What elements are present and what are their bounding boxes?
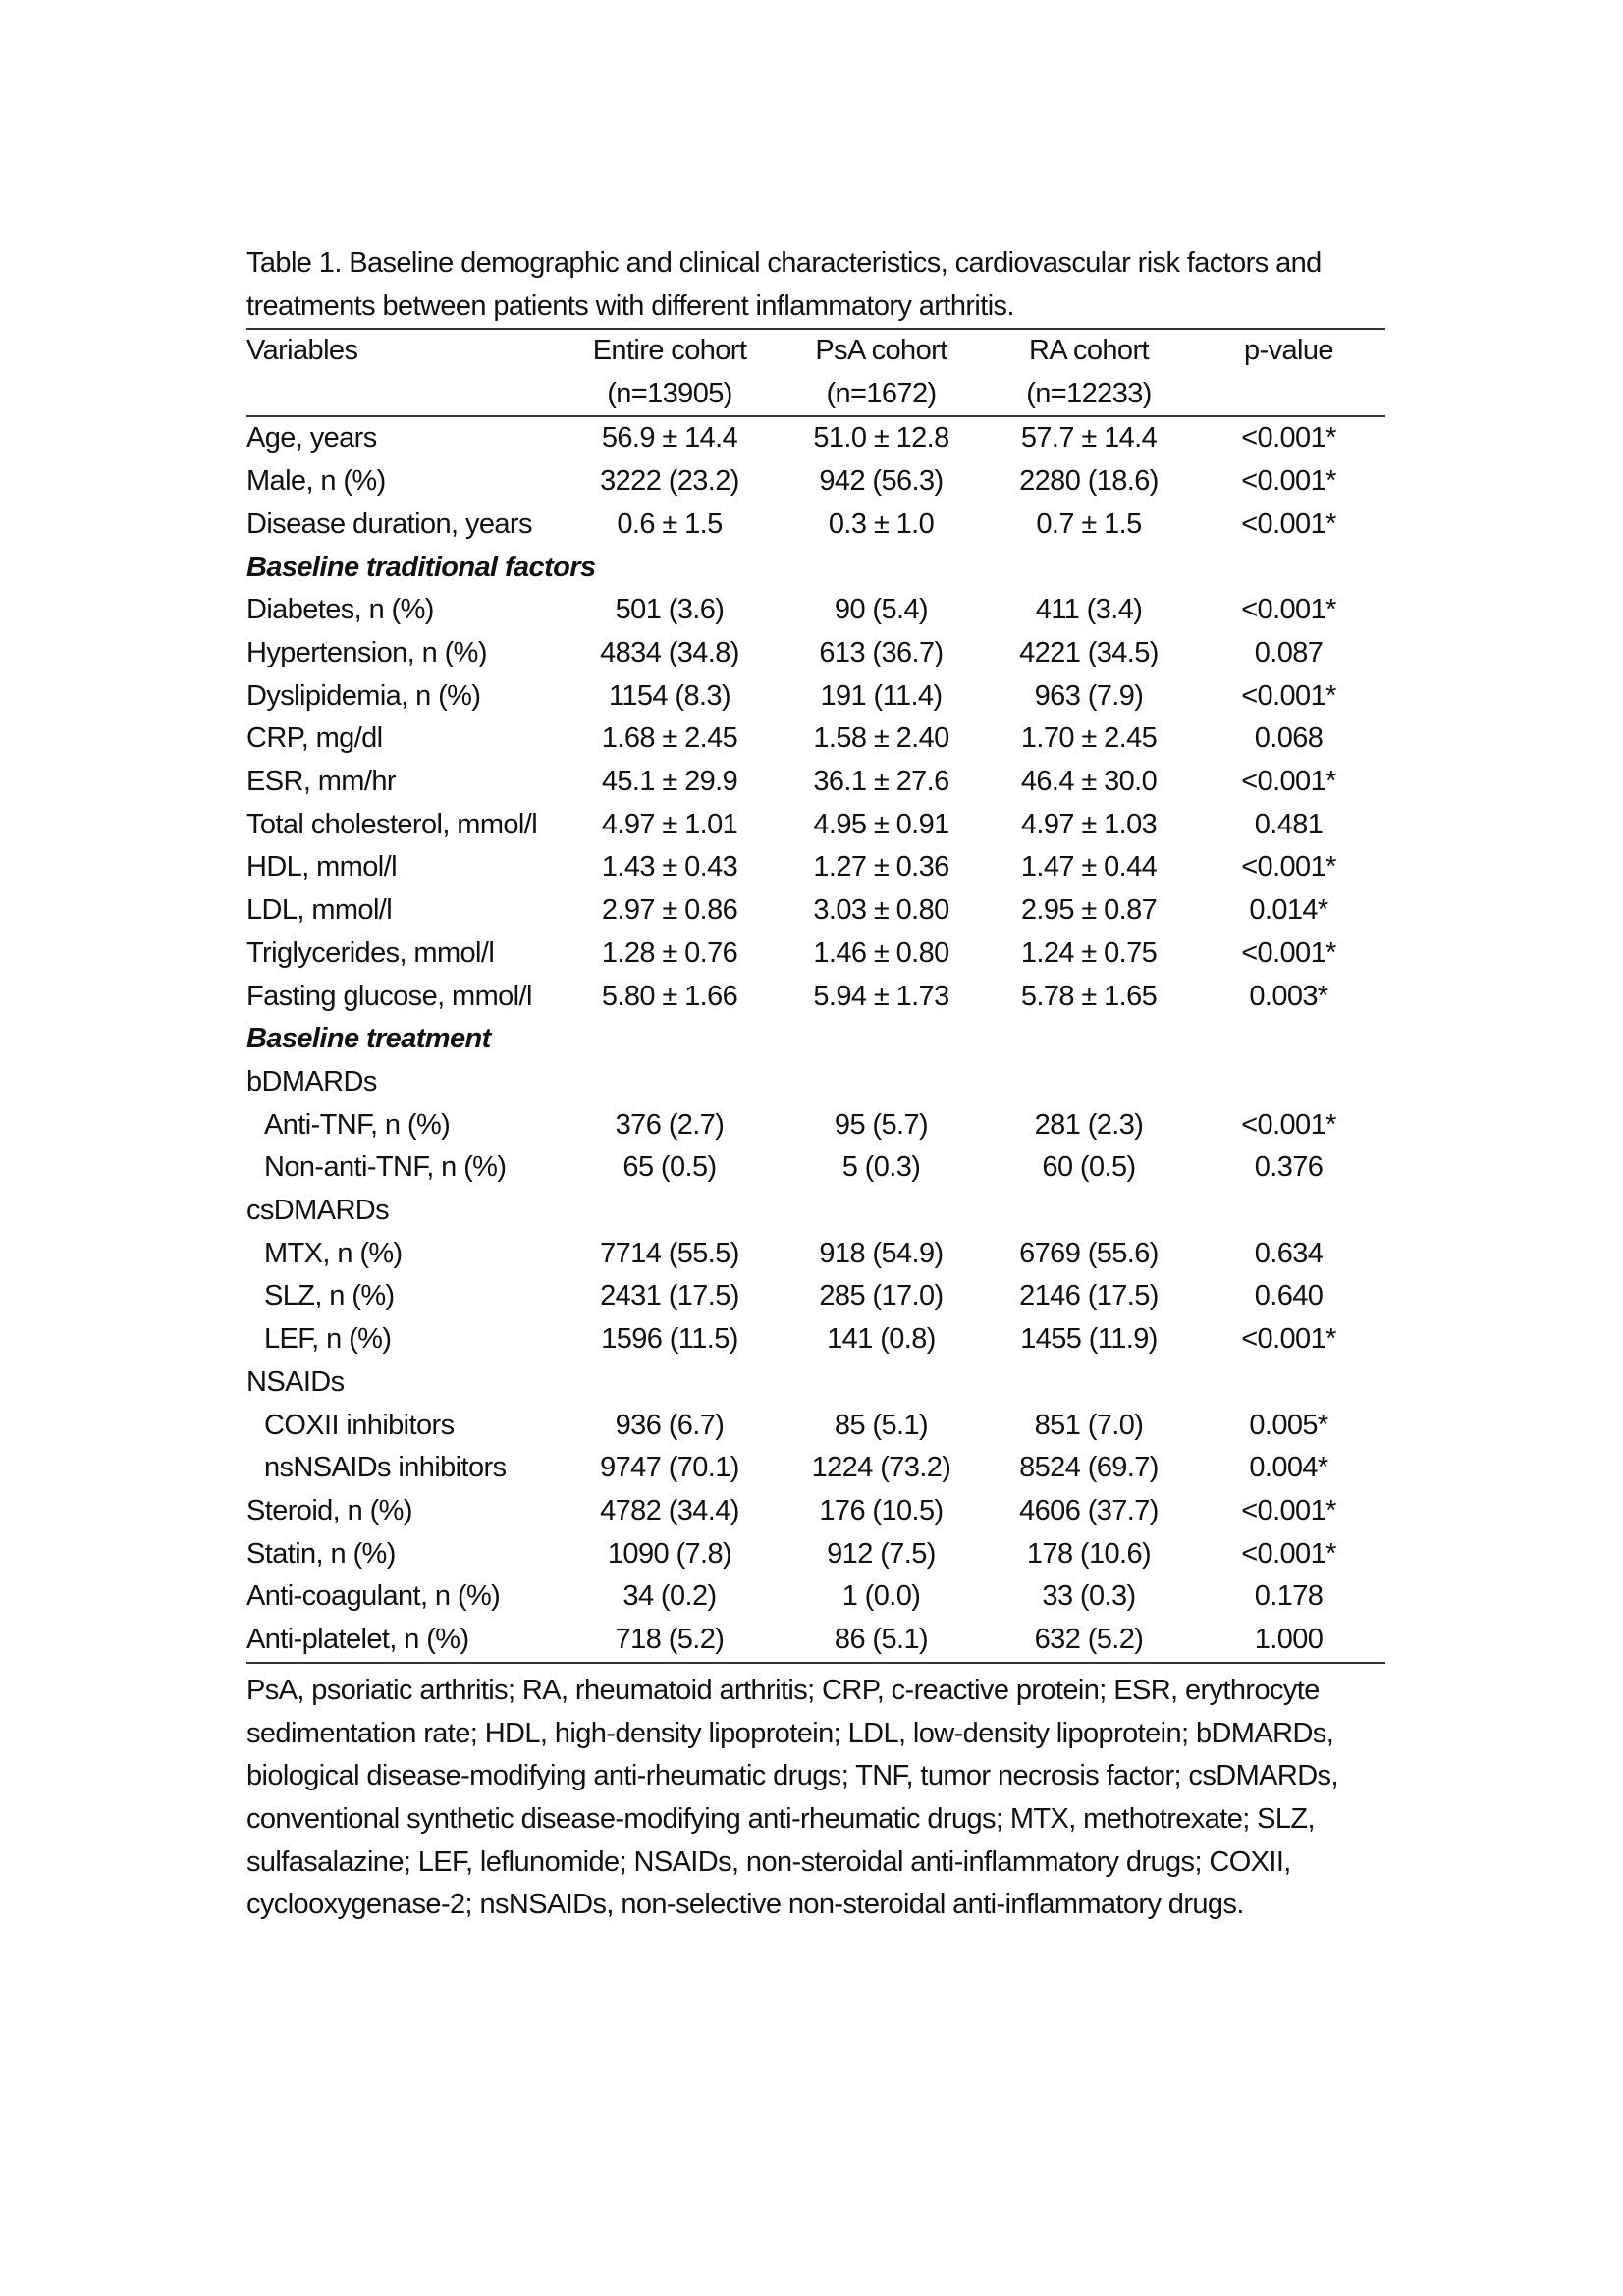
cell-entire-cohort: 34 (0.2) [622,1580,717,1613]
cell-p-value: 0.481 [1254,808,1324,840]
cell-psa-cohort: 0.3 ± 1.0 [828,507,935,540]
row-label: Baseline traditional factors [246,551,596,583]
cell-entire-cohort: 5.80 ± 1.66 [601,980,738,1012]
group-header-row [246,1190,1385,1233]
table-row [246,1405,1385,1448]
cell-p-value: <0.001* [1241,465,1336,498]
table-row [246,1490,1385,1533]
header-entire-n: (n=13905) [607,377,732,409]
table-row [246,889,1385,933]
cell-entire-cohort: 4834 (34.8) [600,636,739,668]
table-row [246,1318,1385,1362]
cell-entire-cohort: 0.6 ± 1.5 [617,507,723,540]
table-row [246,1575,1385,1619]
section-header-row [246,1018,1385,1061]
cell-entire-cohort: 45.1 ± 29.9 [601,766,738,798]
cell-psa-cohort: 85 (5.1) [834,1409,929,1441]
table-row [246,675,1385,719]
header-p-value [1192,330,1385,416]
cell-ra-cohort: 4.97 ± 1.03 [1020,808,1158,840]
cell-psa-cohort: 3.03 ± 0.80 [813,894,949,927]
cell-psa-cohort: 5 (0.3) [841,1151,921,1184]
table-caption: Table 1. Baseline demographic and clinical characteristics, cardiovascular risk factors and treatments between patients with different inflammatory arthritis. [246,247,1322,322]
table-row [246,804,1385,847]
table-row [246,1147,1385,1190]
row-label: Total cholesterol, mmol/l [246,808,538,840]
table-row [246,1619,1385,1662]
header-psa-cohort [777,330,986,416]
cell-p-value: 0.014* [1249,894,1328,927]
cell-p-value: <0.001* [1241,1108,1336,1141]
table-row [246,589,1385,632]
cell-psa-cohort: 141 (0.8) [827,1323,936,1356]
row-label: SLZ, n (%) [264,1280,395,1312]
baseline-characteristics-table [246,330,1385,1662]
table-row [246,504,1385,547]
cell-entire-cohort: 1.28 ± 0.76 [601,936,738,969]
row-label: Steroid, n (%) [246,1494,412,1526]
row-label: Anti-TNF, n (%) [264,1108,451,1141]
table-row [246,718,1385,761]
cell-psa-cohort: 1.58 ± 2.40 [813,722,949,755]
cell-ra-cohort: 963 (7.9) [1034,679,1144,712]
group-header-row [246,1061,1385,1104]
cell-psa-cohort: 36.1 ± 27.6 [813,766,949,798]
cell-entire-cohort: 4.97 ± 1.01 [601,808,738,840]
cell-p-value: <0.001* [1241,851,1336,883]
cell-ra-cohort: 2.95 ± 0.87 [1020,894,1158,927]
cell-psa-cohort: 5.94 ± 1.73 [813,980,949,1012]
cell-psa-cohort: 95 (5.7) [834,1108,929,1141]
row-label: Disease duration, years [246,507,532,540]
cell-ra-cohort: 2146 (17.5) [1019,1280,1159,1312]
header-ra-n: (n=12233) [1026,377,1152,409]
header-row [246,330,1385,416]
cell-psa-cohort: 912 (7.5) [827,1537,936,1570]
table-footnote: PsA, psoriatic arthritis; RA, rheumatoid arthritis; CRP, c-reactive protein; ESR, erythrocyte sedimentation rate; HDL, high-density lipoprotein; LDL, low-density lipoprotein; bDMARDs, biological disease-modifying anti-rheumatic drugs; TNF, tumor necrosis factor; csDMARDs, conventional synthetic disease-modifying anti-rheumatic drugs; MTX, methotrexate; SLZ, sulfasalazine; LEF, leflunomide; NSAIDs, non-steroidal anti-inflammatory drugs; COXII, cyclooxygenase-2; nsNSAIDs, non-selective non-steroidal anti-inflammatory drugs. [246,1674,1338,1921]
row-label: Statin, n (%) [246,1537,396,1570]
cell-entire-cohort: 1596 (11.5) [601,1323,738,1356]
cell-ra-cohort: 5.78 ± 1.65 [1020,980,1158,1012]
cell-ra-cohort: 851 (7.0) [1034,1409,1144,1441]
cell-psa-cohort: 613 (36.7) [819,636,944,668]
cell-p-value: 0.005* [1249,1409,1328,1441]
cell-entire-cohort: 2431 (17.5) [600,1280,739,1312]
cell-p-value: <0.001* [1241,594,1336,626]
header-entire-label: Entire cohort [592,335,747,366]
cell-entire-cohort: 936 (6.7) [615,1409,725,1441]
cell-ra-cohort: 46.4 ± 30.0 [1020,766,1158,798]
cell-p-value: <0.001* [1241,422,1336,454]
cell-entire-cohort: 7714 (55.5) [600,1237,739,1269]
header-psa-label: PsA cohort [815,335,947,366]
cell-p-value: 0.004* [1249,1452,1328,1484]
table-header [246,330,1385,416]
cell-entire-cohort: 9747 (70.1) [600,1452,739,1484]
cell-psa-cohort: 1 (0.0) [841,1580,921,1613]
header-p-label: p-value [1244,335,1333,366]
row-label: Triglycerides, mmol/l [246,936,495,969]
cell-entire-cohort: 1.68 ± 2.45 [601,722,738,755]
table-row [246,1275,1385,1318]
row-label: Age, years [246,422,377,454]
cell-psa-cohort: 176 (10.5) [819,1494,944,1526]
row-label: LEF, n (%) [264,1323,392,1356]
cell-p-value: 0.178 [1254,1580,1324,1613]
cell-entire-cohort: 1154 (8.3) [608,679,731,712]
cell-entire-cohort: 1090 (7.8) [607,1537,732,1570]
cell-ra-cohort: 281 (2.3) [1034,1108,1144,1141]
table-row [246,460,1385,504]
row-label: Male, n (%) [246,465,386,498]
table-body [246,416,1385,1661]
cell-entire-cohort: 376 (2.7) [615,1108,725,1141]
header-entire-cohort [563,330,777,416]
row-label: NSAIDs [246,1365,345,1398]
header-ra-cohort [986,330,1192,416]
row-label: Dyslipidemia, n (%) [246,679,481,712]
row-label: Anti-coagulant, n (%) [246,1580,501,1613]
cell-p-value: <0.001* [1241,679,1336,712]
cell-psa-cohort: 1224 (73.2) [811,1452,951,1484]
cell-entire-cohort: 56.9 ± 14.4 [601,422,738,454]
cell-ra-cohort: 0.7 ± 1.5 [1036,507,1142,540]
table-row [246,846,1385,889]
cell-psa-cohort: 1.46 ± 0.80 [813,936,949,969]
header-ra-label: RA cohort [1029,335,1149,366]
table-row [246,1233,1385,1276]
row-label: bDMARDs [246,1065,377,1097]
cell-entire-cohort: 65 (0.5) [622,1151,717,1184]
row-label: ESR, mm/hr [246,766,396,798]
cell-ra-cohort: 4606 (37.7) [1019,1494,1159,1526]
row-label: Non-anti-TNF, n (%) [264,1151,507,1184]
cell-p-value: <0.001* [1241,1323,1336,1356]
cell-psa-cohort: 285 (17.0) [819,1280,944,1312]
table-row [246,1533,1385,1576]
cell-ra-cohort: 1.24 ± 0.75 [1020,936,1158,969]
table-row [246,632,1385,675]
cell-p-value: 0.003* [1249,980,1328,1012]
cell-psa-cohort: 191 (11.4) [820,679,943,712]
cell-entire-cohort: 501 (3.6) [615,594,725,626]
cell-ra-cohort: 411 (3.4) [1035,594,1143,626]
header-variables [246,330,563,416]
table-row [246,976,1385,1019]
cell-ra-cohort: 33 (0.3) [1042,1580,1136,1613]
row-label: LDL, mmol/l [246,894,393,927]
cell-psa-cohort: 90 (5.4) [834,594,929,626]
cell-entire-cohort: 718 (5.2) [615,1624,725,1656]
cell-entire-cohort: 1.43 ± 0.43 [601,851,738,883]
cell-ra-cohort: 1.47 ± 0.44 [1020,851,1158,883]
cell-ra-cohort: 2280 (18.6) [1019,465,1159,498]
cell-psa-cohort: 918 (54.9) [819,1237,944,1269]
cell-ra-cohort: 1.70 ± 2.45 [1020,722,1158,755]
table-row [246,1447,1385,1490]
row-label: Fasting glucose, mmol/l [246,980,532,1012]
section-header-row [246,547,1385,590]
row-label: CRP, mg/dl [246,722,383,755]
cell-p-value: <0.001* [1241,1494,1336,1526]
cell-p-value: 0.087 [1254,636,1324,668]
cell-psa-cohort: 86 (5.1) [834,1624,929,1656]
table-row [246,933,1385,976]
row-label: Baseline treatment [246,1023,491,1055]
cell-ra-cohort: 60 (0.5) [1042,1151,1136,1184]
row-label: nsNSAIDs inhibitors [264,1452,507,1484]
cell-p-value: <0.001* [1241,507,1336,540]
cell-p-value: <0.001* [1241,766,1336,798]
row-label: Anti-platelet, n (%) [246,1624,469,1656]
cell-ra-cohort: 4221 (34.5) [1019,636,1159,668]
cell-ra-cohort: 8524 (69.7) [1019,1452,1159,1484]
row-label: HDL, mmol/l [246,851,397,883]
cell-ra-cohort: 178 (10.6) [1026,1537,1152,1570]
cell-psa-cohort: 51.0 ± 12.8 [813,422,949,454]
cell-ra-cohort: 1455 (11.9) [1020,1323,1158,1356]
group-header-row [246,1362,1385,1405]
cell-p-value: 0.640 [1254,1280,1324,1312]
cell-ra-cohort: 57.7 ± 14.4 [1020,422,1158,454]
table-row [246,416,1385,460]
cell-p-value: 1.000 [1254,1624,1324,1656]
table-row [246,761,1385,804]
cell-psa-cohort: 942 (56.3) [819,465,944,498]
cell-p-value: 0.634 [1254,1237,1324,1269]
table-row [246,1104,1385,1148]
header-variables-label: Variables [246,335,358,366]
header-psa-n: (n=1672) [826,377,937,409]
cell-entire-cohort: 3222 (23.2) [600,465,739,498]
cell-p-value: <0.001* [1241,1537,1336,1570]
table-container [246,241,1385,1927]
cell-ra-cohort: 632 (5.2) [1034,1624,1144,1656]
cell-psa-cohort: 1.27 ± 0.36 [813,851,949,883]
cell-p-value: 0.068 [1254,722,1324,755]
row-label: csDMARDs [246,1195,390,1227]
row-label: Diabetes, n (%) [246,594,434,626]
row-label: Hypertension, n (%) [246,636,487,668]
bottom-rule [246,1662,1385,1664]
cell-p-value: <0.001* [1241,936,1336,969]
cell-entire-cohort: 4782 (34.4) [600,1494,739,1526]
row-label: MTX, n (%) [264,1237,403,1269]
cell-p-value: 0.376 [1254,1151,1324,1184]
row-label: COXII inhibitors [264,1409,455,1441]
cell-psa-cohort: 4.95 ± 0.91 [813,808,949,840]
cell-entire-cohort: 2.97 ± 0.86 [601,894,738,927]
cell-ra-cohort: 6769 (55.6) [1019,1237,1159,1269]
